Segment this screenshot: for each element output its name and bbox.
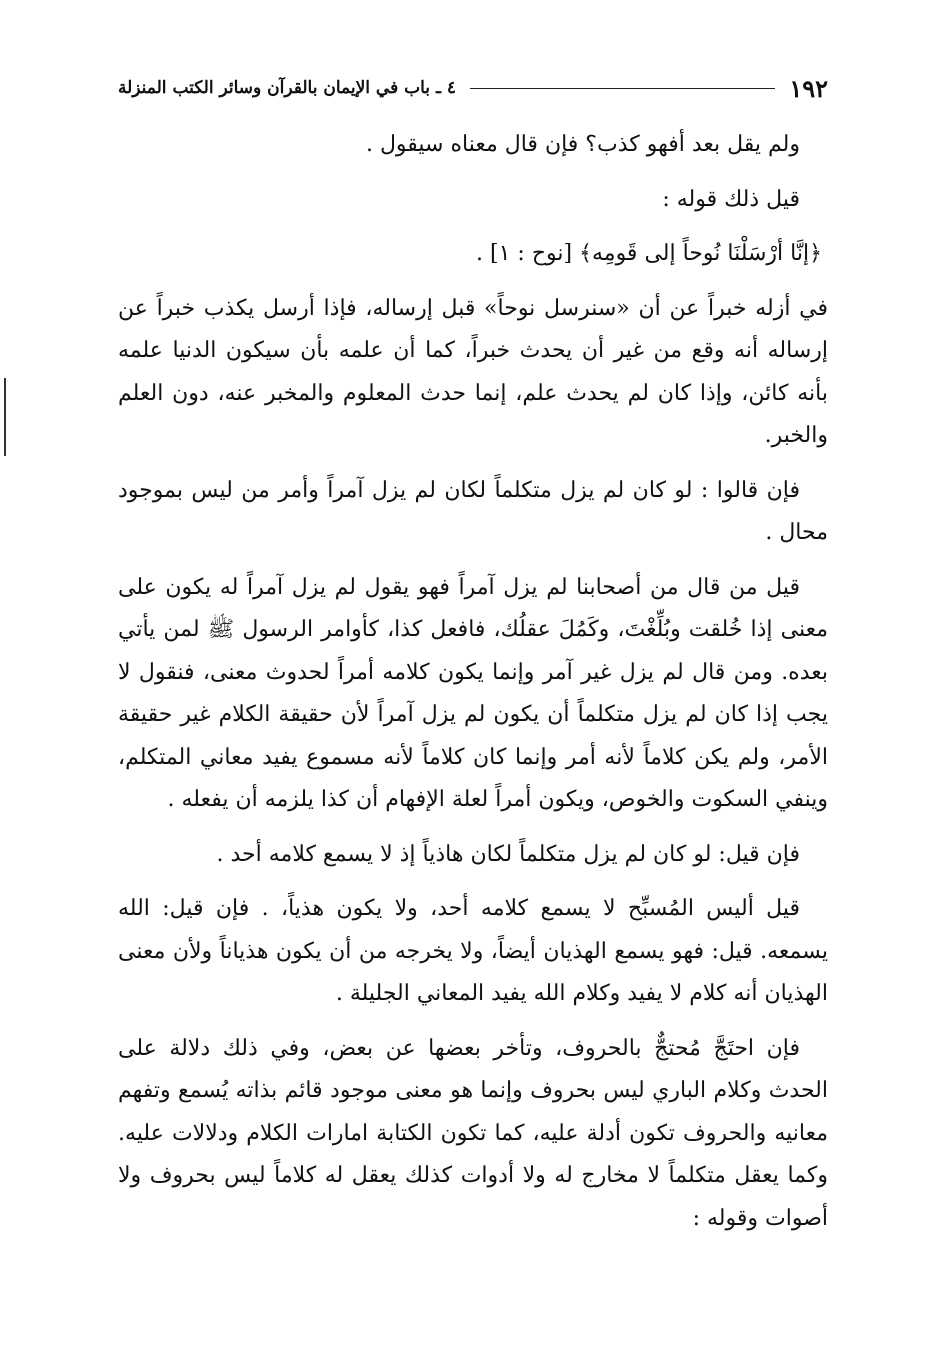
paragraph: في أزله خبراً عن أن «سنرسل نوحاً» قبل إرساله، فإذا أرسل يكذب خبراً عن إرساله أنه وقع من غير أن يحدث خبراً، كما أن علمه بأن سيكون الدنيا علمه بأنه كائن، وإذا كان لم يحدث علم، إنما حدث المعلوم والمخبر عنه، دون العلم والخبر. bbox=[118, 295, 828, 448]
page-number: ١٩٢ bbox=[789, 73, 828, 103]
scan-edge-mark bbox=[4, 378, 6, 456]
header-rule bbox=[470, 88, 775, 89]
paragraph: ولم يقل بعد أفهو كذب؟ فإن قال معناه سيقول . bbox=[365, 132, 800, 157]
paragraph: قيل ذلك قوله : bbox=[662, 186, 800, 212]
paragraph: فإن احتَجَّ مُحتجٌّ بالحروف، وتأخر بعضها عن بعض، وفي ذلك دلالة على الحدث وكلام الباري ليس بحروف وإنما هو معنى موجود قائم بذاته يُسمع وتفهم معانيه والحروف تكون أدلة عليه، كما تكون الكتابة امارات الكلام ودلالات عليه. وكما يعقل متكلماً لا مخارج له ولا أدوات كذلك يعقل له كلاماً ليس بحروف ولا أصوات وقوله : bbox=[118, 1035, 828, 1231]
body-text bbox=[118, 124, 828, 1252]
paragraph: فإن قيل: لو كان لم يزل متكلماً لكان هاذياً إذ لا يسمع كلامه أحد . bbox=[216, 841, 800, 867]
quran-verse: ﴿إنَّا أرْسَلْنَا نُوحاً إلى قَومِه﴾ [نوح : ١] . bbox=[476, 241, 822, 266]
running-title: ٤ ـ باب في الإيمان بالقرآن وسائر الكتب المنزلة bbox=[118, 78, 456, 98]
paragraph: قيل من قال من أصحابنا لم يزل آمراً فهو يقول لم يزل آمراً له يكون على معنى إذا خُلقت وبُلِّغْتَ، وكَمُلَ عقلُك، فافعل كذا، كأوامر الرسول ﷺ لمن يأتي بعده. ومن قال لم يزل غير آمر وإنما يكون كلامه أمراً لحدوث معنى، فنقول لا يجب إذا كان لم يزل متكلماً أن يكون لم يزل آمراً لأن حقيقة الكلام غير حقيقة الأمر، ولم يكن كلاماً لأنه أمر وإنما كان كلاماً لأنه مسموع يفيد معاني المتكلم، وينفي السكوت والخوص، ويكون أمراً لعلة الإفهام أن كذا يلزمه أن يفعله . bbox=[118, 574, 828, 812]
paragraph: قيل أليس المُسبِّح لا يسمع كلامه أحد، ولا يكون هذياً، . فإن قيل: الله يسمعه. قيل: فهو يسمع الهذيان أيضاً، ولا يخرجه من أن يكون هذياناً ولأن معنى الهذيان أنه كلام لا يفيد وكلام الله يفيد المعاني الجليلة . bbox=[118, 896, 828, 1006]
page-header bbox=[118, 70, 828, 106]
paragraph: فإن قالوا : لو كان لم يزل متكلماً لكان لم يزل آمراً وأمر من ليس بموجود محال . bbox=[118, 477, 828, 545]
